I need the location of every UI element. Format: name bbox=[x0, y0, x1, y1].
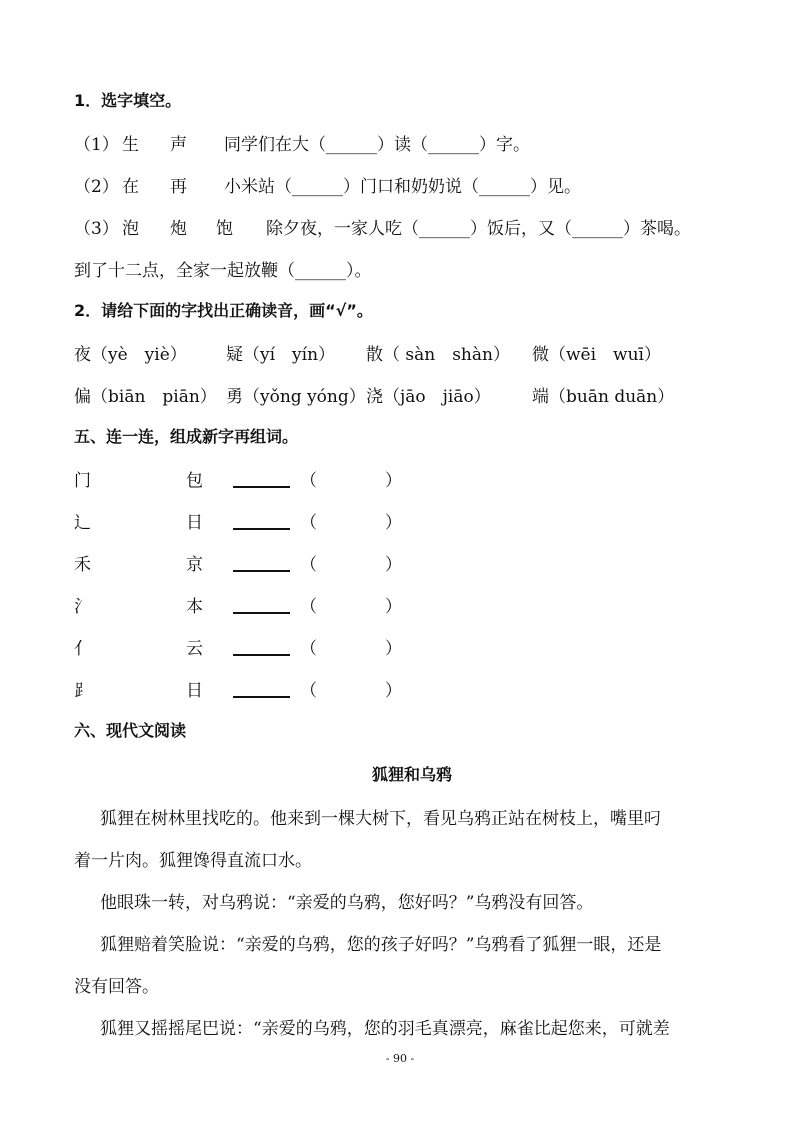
q2-word-yi: 疑（yí yín） bbox=[226, 345, 336, 365]
q5-left-radical-2: 辶 bbox=[74, 513, 91, 533]
q5-title: 五、连一连，组成新字再组词。 bbox=[74, 427, 299, 446]
q5-right-part-3: 京 bbox=[186, 555, 203, 575]
q5-left-radical-5: 亻 bbox=[74, 639, 91, 659]
q5-right-part-6: 日 bbox=[186, 681, 203, 701]
q5-answer-line-4 bbox=[233, 612, 290, 614]
q5-right-part-2: 日 bbox=[186, 513, 203, 533]
story-paragraph-3-line-1: 狐狸赔着笑脸说：“亲爱的乌鸦，您的孩子好吗？”乌鸦看了狐狸一眼，还是 bbox=[100, 935, 662, 955]
q1-row2-number: （2） bbox=[74, 177, 119, 197]
q5-left-radical-1: 门 bbox=[74, 471, 91, 491]
q2-word-ye: 夜（yè yiè） bbox=[74, 345, 187, 365]
story-paragraph-3-line-2: 没有回答。 bbox=[74, 977, 159, 997]
q5-answer-line-3 bbox=[233, 570, 290, 572]
q2-word-pian: 偏（biān piān） bbox=[74, 387, 217, 407]
q1-row2-sentence: 小米站（______）门口和奶奶说（______）见。 bbox=[224, 177, 581, 197]
q5-right-part-1: 包 bbox=[186, 471, 203, 491]
q5-answer-line-6 bbox=[233, 696, 290, 698]
q5-answer-line-1 bbox=[233, 486, 290, 488]
q1-row3-number: （3） bbox=[74, 219, 119, 239]
q5-word-paren-3: （ ） bbox=[300, 555, 402, 575]
q2-word-yong: 勇（yǒng yóng） bbox=[226, 387, 366, 407]
story-title: 狐狸和乌鸦 bbox=[372, 765, 453, 784]
q1-row1-number: （1） bbox=[74, 135, 119, 155]
q5-word-paren-1: （ ） bbox=[300, 471, 402, 491]
q5-word-paren-2: （ ） bbox=[300, 513, 402, 533]
q1-row4-sentence: 到了十二点，全家一起放鞭（______）。 bbox=[74, 261, 372, 281]
q2-word-wei: 微（wēi wuī） bbox=[532, 345, 661, 365]
q5-word-paren-6: （ ） bbox=[300, 681, 402, 701]
q5-right-part-4: 本 bbox=[186, 597, 203, 617]
q1-row3-choice-1: 泡 bbox=[122, 219, 139, 239]
q6-title: 六、现代文阅读 bbox=[74, 721, 187, 740]
q1-row1-sentence: 同学们在大（______）读（______）字。 bbox=[224, 135, 530, 155]
q1-title: 1．选字填空。 bbox=[74, 91, 182, 110]
q2-title: 2．请给下面的字找出正确读音，画“√”。 bbox=[74, 301, 373, 320]
q5-right-part-5: 云 bbox=[186, 639, 203, 659]
q1-row2-choice-1: 在 bbox=[122, 177, 139, 197]
q5-left-radical-4: 氵 bbox=[74, 597, 91, 617]
q5-answer-line-2 bbox=[233, 528, 290, 530]
q1-row1-choice-2: 声 bbox=[170, 135, 187, 155]
story-paragraph-1-line-1: 狐狸在树林里找吃的。他来到一棵大树下，看见乌鸦正站在树枝上，嘴里叼 bbox=[100, 809, 661, 829]
q5-left-radical-3: 禾 bbox=[74, 555, 91, 575]
q1-row2-choice-2: 再 bbox=[170, 177, 187, 197]
story-paragraph-4-line-1: 狐狸又摇摇尾巴说：“亲爱的乌鸦，您的羽毛真漂亮，麻雀比起您来，可就差 bbox=[100, 1019, 670, 1039]
q5-word-paren-4: （ ） bbox=[300, 597, 402, 617]
q1-row1-choice-1: 生 bbox=[122, 135, 139, 155]
q2-word-duan: 端（buān duān） bbox=[532, 387, 675, 407]
story-paragraph-2: 他眼珠一转，对乌鸦说：“亲爱的乌鸦，您好吗？”乌鸦没有回答。 bbox=[100, 893, 594, 913]
q1-row3-choice-2: 炮 bbox=[170, 219, 187, 239]
q2-word-jiao: 浇（jāo jiāo） bbox=[366, 387, 491, 407]
q1-row3-sentence: 除夕夜，一家人吃（______）饭后，又（______）茶喝。 bbox=[266, 219, 691, 239]
q5-answer-line-5 bbox=[233, 654, 290, 656]
page-number: - 90 - bbox=[385, 1052, 415, 1065]
q5-word-paren-5: （ ） bbox=[300, 639, 402, 659]
q2-word-san: 散（ sàn shàn） bbox=[366, 345, 510, 365]
q5-left-radical-6: ⻊ bbox=[74, 681, 91, 701]
q1-row3-choice-3: 饱 bbox=[216, 219, 233, 239]
story-paragraph-1-line-2: 着一片肉。狐狸馋得直流口水。 bbox=[74, 851, 312, 871]
